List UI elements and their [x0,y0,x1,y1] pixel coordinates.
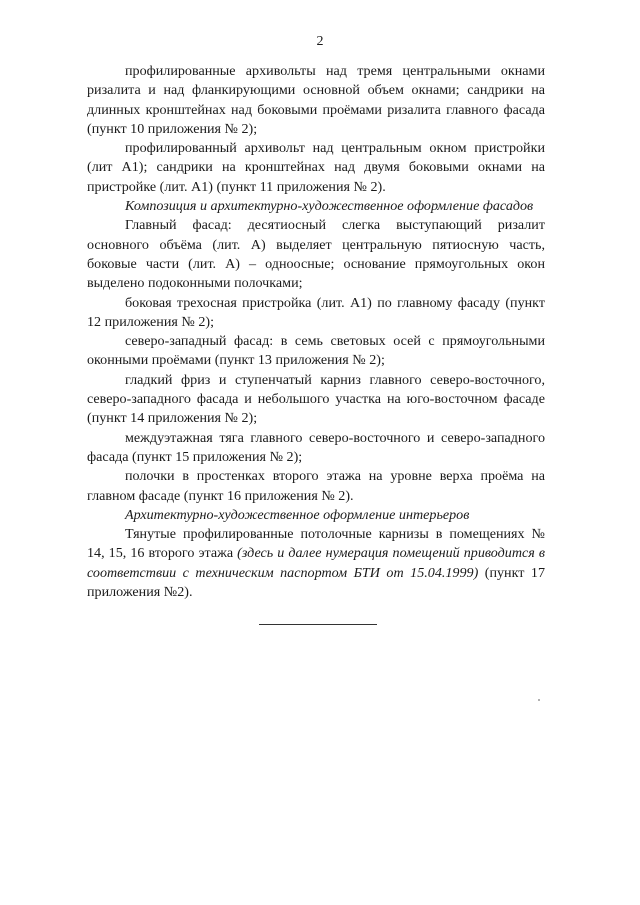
ceiling-cornices-note: (здесь и далее нумерация помещений приводится в соответствии с техническим паспортом БТИ от 15.04.1999) [87,545,545,581]
section-heading-facades: Композиция и архитектурно-художественное оформление фасадов [125,198,534,215]
paragraph-northwest-facade: северо-западный фасад: в семь световых осей с прямоугольными оконными проёмами (пункт 13 приложения № 2); [87,333,545,369]
paragraph-interfloor-cornice: междуэтажная тяга главного северо-восточного и северо-западного фасада (пункт 15 приложения № 2); [87,429,545,465]
scan-speck [538,699,540,701]
page-number: 2 [316,34,324,49]
document-body [87,62,545,602]
paragraph-archivolt-annex: профилированный архивольт над центральным окном пристройки (лит А1); сандрики на кронштейнах над двумя боковыми окнами на пристройке (лит. А1) (пункт 11 приложения № 2). [87,140,545,195]
paragraph-ceiling-cornices [87,525,545,602]
end-separator-line [259,624,377,625]
paragraph-main-facade: Главный фасад: десятиосный слегка выступающий ризалит основного объёма (лит. А) выделяет центральную пятиосную часть, боковые части (лит. А) – одноосные; основание прямоугольных окон выделено подоконными полочками; [87,217,545,292]
ceiling-cornices-lead: Тянутые профилированные потолочные карнизы в помещениях № 14, 15, 16 второго этажа [87,526,545,562]
paragraph-shelves-piers: полочки в простенках второго этажа на уровне верха проёма на главном фасаде (пункт 16 приложения № 2). [87,468,545,504]
paragraph-archivolts-risalit: профилированные архивольты над тремя центральными окнами ризалита и над фланкирующими основной объем окнами; сандрики на длинных кронштейнах над боковыми проёмами ризалита главного фасада (пункт 10 приложения № 2); [87,63,545,137]
paragraph-frieze-cornice: гладкий фриз и ступенчатый карниз главного северо-восточного, северо-западного фасада и небольшого участка на юго-восточном фасаде (пункт 14 приложения № 2); [87,371,545,427]
paragraph-side-annex: боковая трехосная пристройка (лит. А1) по главному фасаду (пункт 12 приложения № 2); [87,294,545,330]
ceiling-cornices-tail: (пункт 17 приложения №2). [87,564,545,601]
section-heading-interiors: Архитектурно-художественное оформление интерьеров [125,506,470,523]
